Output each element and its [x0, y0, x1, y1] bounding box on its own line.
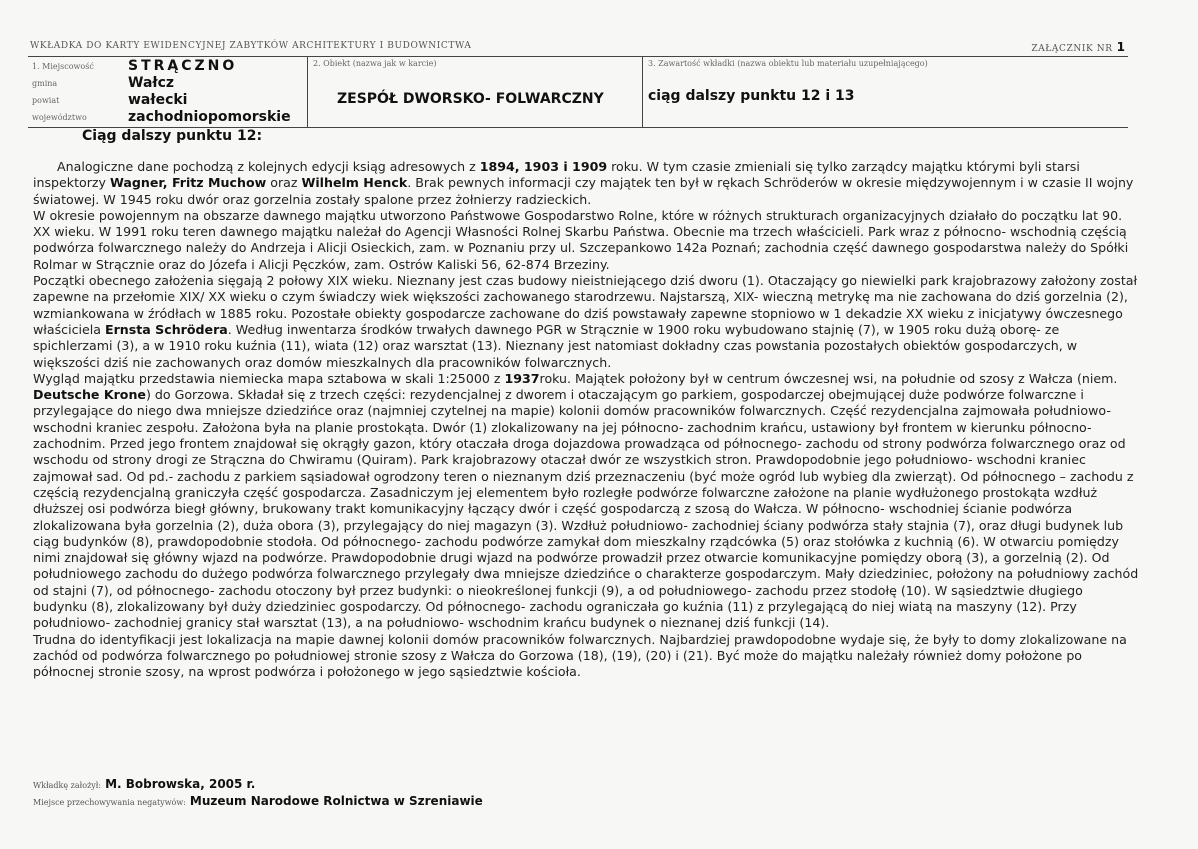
header-table: [28, 56, 1128, 128]
woj-label: województwo: [32, 113, 87, 122]
location-place-row: [28, 58, 307, 75]
powiat-label: powiat: [32, 96, 60, 105]
location-woj-row: [28, 109, 307, 126]
paragraph-2: W okresie powojennym na obszarze dawnego majątku utworzono Państwowe Gospodarstwo Rolne, które w różnych strukturach organizacyjnych działało do początku lat 90. XX wieku. W 1991 roku teren dawnego majątku należał do Agencji Własności Rolnej Skarbu Państwa. Obecnie ma trzech właścicieli. Park wraz z północno- wschodnią częścią podwórza folwarcznego należy do Andrzeja i Alicji Osieckich, zam. w Poznaniu przy ul. Szczepankowo 142a Poznań; zachodnia część dawnego gospodarstwa należy do Spółki Rolmar w Strącznie oraz do Józefa i Alicji Pęczków, zam. Ostrów Kaliski 56, 62-874 Brzeziny.: [33, 207, 1129, 272]
form-header: [30, 40, 1125, 54]
object-cell: [307, 57, 643, 127]
paragraph-5: Trudna do identyfikacji jest lokalizacja na mapie dawnej kolonii domów pracowników folwarcznych. Najbardziej prawdopodobne wydaje się, że były to domy zlokalizowane na zachód od podwórza folwarcznego po południowej stronie szosy z Wałcza do Gorzowa (18), (19), (20) i (21). Być może do majątku należały również domy położone po północnej stronie szosy, na wprost podwórza i położonego w jego sąsiedztwie kościoła.: [33, 631, 1127, 680]
prepared-by-value: M. Bobrowska, 2005 r.: [105, 777, 256, 791]
location-gmina-row: [28, 75, 307, 92]
paragraph-4: Wygląd majątku przedstawia niemiecka mapa sztabowa w skali 1:25000 z 1937roku. Majątek położony był w centrum ówczesnej wsi, na południe od szosy z Wałcza (niem. Deutsche Krone) do Gorzowa. Składał się z trzech części: rezydencjalnej z dworem i otaczającym go parkiem, gospodarczej obejmującej duże podwórze folwarczne i przylegające do niego dwa mniejsze dziedzińce oraz (najmniej czytelnej na mapie) kolonii domów pracowników folwarcznych. Część rezydencjalna zajmowała południowo- wschodni kraniec zespołu. Założona była na planie prostokąta. Dwór (1) zlokalizowany na jej północno- zachodnim krańcu, ustawiony był frontem w kierunku północno- zachodnim. Przed jego frontem znajdował się okrągły gazon, który otaczała droga dojazdowa prowadząca od północnego- zachodu od strony podwórza folwarcznego oraz od wschodu od strony drogi ze Strączna do Chwiramu (Quiram). Park krajobrazowy otaczał dwór ze wszystkich stron. Prawdopodobnie jego południowo- wschodni kraniec zajmował sad. Od pd.- zachodu z parkiem sąsiadował ogrodzony teren o nieznanym dziś przeznaczeniu (być może ogród lub wybieg dla zwierząt). Od północnego – zachodu z częścią rezydencjalną graniczyła część gospodarcza. Zasadniczym jej elementem było rozległe podwórze folwarczne założone na planie wydłużonego prostokąta wzdłuż dłuższej osi podwórza biegł główny, brukowany trakt komunikacyjny łączący dwór i część gospodarczą z szosą do Wałcza. W północno- wschodniej ścianie podwórza zlokalizowana była gorzelnia (2), duża obora (3), przylegający do niej magazyn (3). Wzdłuż południowo- zachodniej ściany podwórza stały stajnia (7), oraz długi budynek lub ciąg budynków (8), prawdopodobnie stodoła. Od północnego- zachodu podwórze zamykał dom mieszkalny rządcówka (5) oraz stołówka z kuchnią (6). W otwarciu pomiędzy nimi znajdował się główny wjazd na podwórze. Prawdopodobnie drugi wjazd na podwórze prowadził przez otwarcie komunikacyjne pomiędzy oborą (3), a gorzelnią (2). Od południowego zachodu do dużego podwórza folwarcznego przylegały dwa mniejsze dziedzińce o charakterze gospodarczym. Mały dziedziniec, położony na południowy zachód od stajni (7), od północnego- zachodu otoczony był przez budynki: o nieokreślonej funkcji (9), a od południowego- zachodu przez stodołę (10). W sąsiedztwie długiego budynku (8), zlokalizowany był duży dziedziniec gospodarczy. Od północnego- zachodu ograniczała go kuźnia (11) z przylegającą do niej wiatą na maszyny (12). Przy południowo- zachodniej granicy stał warsztat (13), a na południowo- wschodnim krańcu budynek o nieznanej dziś funkcji (14).: [33, 370, 1139, 631]
paragraph-3: Początki obecnego założenia sięgają 2 połowy XIX wieku. Nieznany jest czas budowy nieistniejącego dziś dworu (1). Otaczający go niewielki park krajobrazowy założony został zapewne na przełomie XIX/ XX wieku o czym świadczy wiek większości zachowanego starodrzewu. Najstarszą, XIX- wieczną metrykę ma nie zachowana do dziś gorzelnia (2), wzmiankowana w źródłach w 1885 roku. Pozostałe obiekty gospodarcze zachowane do dziś powstawały zapewne stopniowo w 1 dekadzie XX wieku z inicjatywy ówczesnego właściciela Ernsta Schrödera. Według inwentarza środków trwałych dawnego PGR w Strącznie w 1900 roku wybudowano stajnię (7), w 1905 roku dużą oborę- ze spichlerzami (3), a w 1910 roku kuźnia (11), wiata (12) oraz warsztat (13). Nieznany jest natomiast dokładny czas powstania pozostałych obiektów gospodarczych, w większości dziś nie zachowanych oraz domów mieszkalnych dla pracowników folwarcznych.: [33, 273, 1138, 370]
form-title: WKŁADKA DO KARTY EWIDENCYJNEJ ZABYTKÓW ARCHITEKTURY I BUDOWNICTWA: [30, 41, 472, 51]
location-cell: [28, 57, 308, 127]
content-label: 3. Zawartość wkładki (nazwa obiektu lub materiału uzupełniającego): [648, 59, 928, 68]
negatives-value: Muzeum Narodowe Rolnictwa w Szreniawie: [189, 794, 483, 808]
object-value: ZESPÓŁ DWORSKO- FOLWARCZNY: [337, 91, 604, 107]
negatives-label: Miejsce przechowywania negatywów:: [33, 798, 186, 807]
place-label: 1. Miejscowość: [32, 62, 94, 71]
powiat-value: wałecki: [128, 92, 188, 108]
gmina-label: gmina: [32, 79, 58, 88]
prepared-by-row: [33, 777, 483, 794]
gmina-value: Wałcz: [128, 75, 175, 91]
paragraph-1: Analogiczne dane pochodzą z kolejnych edycji ksiąg adresowych z 1894, 1903 i 1909 roku. W tym czasie zmieniali się tylko zarządcy majątku którymi byli starsi inspektorzy Wagner, Fritz Muchow oraz Wilhelm Henck. Brak pewnych informacji czy majątek ten był w rękach Schröderów w okresie międzywojennym i w czasie II wojny światowej. W 1945 roku dwór oraz gorzelnia zostały spalone przez żołnierzy radzieckich.: [33, 159, 1134, 207]
place-value: STRĄCZNO: [128, 58, 238, 74]
negatives-row: [33, 794, 483, 811]
annex-number: 1: [1116, 40, 1125, 54]
annex-indicator: [1031, 40, 1125, 54]
section-heading: Ciąg dalszy punktu 12:: [82, 128, 263, 144]
location-powiat-row: [28, 92, 307, 109]
prepared-by-label: Wkładkę założył:: [33, 781, 102, 790]
body-text: [33, 159, 1141, 681]
object-label: 2. Obiekt (nazwa jak w karcie): [313, 59, 437, 68]
content-value: ciąg dalszy punktu 12 i 13: [648, 88, 855, 104]
annex-label: ZAŁĄCZNIK NR: [1031, 44, 1113, 54]
woj-value: zachodniopomorskie: [128, 109, 291, 125]
content-cell: [642, 57, 1156, 127]
footer: [33, 777, 483, 811]
